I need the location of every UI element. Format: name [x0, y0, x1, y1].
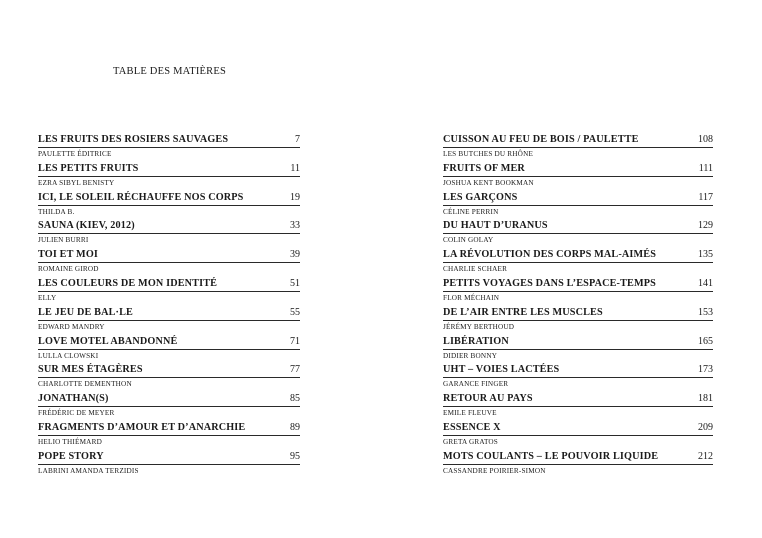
toc-entry[interactable]: [443, 392, 713, 421]
toc-entry-page: 153: [698, 306, 713, 318]
toc-entry-title[interactable]: ICI, LE SOLEIL RÉCHAUFFE NOS CORPS: [38, 191, 244, 203]
toc-entry-page: 51: [290, 277, 300, 289]
toc-entry-author: LULLA CLOWSKI: [38, 351, 99, 360]
toc-entry[interactable]: [443, 219, 713, 248]
toc-entry-page: 129: [698, 220, 713, 232]
toc-entry-title[interactable]: JONATHAN(S): [38, 393, 109, 405]
toc-entry-heading: [443, 133, 713, 148]
toc-entry[interactable]: [38, 248, 300, 277]
toc-entry-heading: [443, 219, 713, 234]
toc-entry-title[interactable]: POPE STORY: [38, 450, 104, 462]
toc-entry-title[interactable]: FRAGMENTS D’AMOUR ET D’ANARCHIE: [38, 421, 246, 433]
toc-entry-heading: [38, 392, 300, 407]
toc-entry-title[interactable]: SUR MES ÉTAGÈRES: [38, 364, 143, 376]
toc-entry-page: 89: [290, 421, 300, 433]
toc-entry[interactable]: [443, 162, 713, 191]
toc-entry-page: 77: [290, 364, 300, 376]
toc-entry[interactable]: [443, 421, 713, 450]
toc-entry-heading: [38, 363, 300, 378]
toc-entry-page: 141: [698, 277, 713, 289]
toc-entry[interactable]: [443, 450, 713, 479]
toc-entry-title[interactable]: RETOUR AU PAYS: [443, 393, 533, 405]
toc-entry-title[interactable]: CUISSON AU FEU DE BOIS / PAULETTE: [443, 134, 639, 145]
page-title: TABLE DES MATIÈRES: [113, 66, 227, 77]
toc-entry-heading: [443, 392, 713, 407]
toc-entry[interactable]: [38, 450, 300, 479]
toc-entry-title[interactable]: PETITS VOYAGES DANS L’ESPACE-TEMPS: [443, 277, 656, 289]
toc-entry-title[interactable]: SAUNA (KIEV, 2012): [38, 220, 135, 232]
toc-entry-title[interactable]: LES PETITS FRUITS: [38, 162, 139, 174]
toc-entry-heading: [38, 306, 300, 321]
toc-entry-author: EMILE FLEUVE: [443, 409, 497, 418]
toc-entry-title[interactable]: FRUITS OF MER: [443, 162, 525, 174]
toc-entry-author: DIDIER BONNY: [443, 351, 498, 360]
toc-entry[interactable]: [443, 363, 713, 392]
toc-entry-heading: [443, 421, 713, 436]
toc-entry-author: EDWARD MANDRY: [38, 322, 105, 331]
toc-entry-heading: [38, 248, 300, 263]
toc-entry-author: THILDA B.: [38, 207, 75, 216]
toc-entry-heading: [443, 277, 713, 292]
toc-entry-page: 95: [290, 450, 300, 462]
toc-entry[interactable]: [443, 133, 713, 162]
toc-entry-title[interactable]: LES FRUITS DES ROSIERS SAUVAGES: [38, 134, 229, 145]
toc-entry-author: JÉRÉMY BERTHOUD: [443, 322, 515, 331]
toc-entry[interactable]: [38, 335, 300, 364]
toc-entry-author: EZRA SIBYL BENISTY: [38, 178, 115, 187]
toc-entry-author: CHARLOTTE DEMENTHON: [38, 380, 132, 389]
toc-entry-heading: [443, 363, 713, 378]
toc-entry-heading: [38, 133, 300, 148]
toc-entry[interactable]: [443, 191, 713, 220]
toc-entry-author: LABRINI AMANDA TERZIDIS: [38, 466, 139, 475]
toc-entry-heading: [38, 162, 300, 177]
toc-entry-heading: [38, 219, 300, 234]
toc-entry[interactable]: [38, 277, 300, 306]
toc-entry-author: GARANCE FINGER: [443, 380, 509, 389]
toc-entry-page: 111: [698, 162, 713, 174]
toc-entry[interactable]: [443, 306, 713, 335]
toc-entry-author: HELIO THIÉMARD: [38, 437, 102, 446]
toc-entry-page: 39: [290, 249, 300, 261]
toc-entry-title[interactable]: LOVE MOTEL ABANDONNÉ: [38, 335, 178, 347]
toc-entry-page: 117: [698, 191, 713, 203]
toc-entry-title[interactable]: TOI ET MOI: [38, 249, 99, 261]
toc-entry-page: 108: [698, 134, 713, 145]
toc-right-column: [443, 133, 713, 479]
toc-entry[interactable]: [38, 363, 300, 392]
toc-entry-heading: [443, 450, 713, 465]
toc-entry-heading: [38, 191, 300, 206]
toc-entry-title[interactable]: ESSENCE X: [443, 421, 501, 433]
toc-entry-title[interactable]: DU HAUT D’URANUS: [443, 220, 548, 232]
toc-entry[interactable]: [38, 191, 300, 220]
toc-entry-author: ROMAINE GIROD: [38, 265, 99, 274]
toc-entry-author: JOSHUA KENT BOOKMAN: [443, 178, 534, 187]
toc-entry-page: 165: [698, 335, 713, 347]
toc-entry[interactable]: [443, 277, 713, 306]
toc-entry-page: 181: [698, 393, 713, 405]
toc-entry-page: 209: [698, 421, 713, 433]
toc-entry-heading: [38, 277, 300, 292]
toc-entry[interactable]: [38, 219, 300, 248]
toc-entry-page: 173: [698, 364, 713, 376]
toc-entry-heading: [38, 450, 300, 465]
toc-entry-title[interactable]: LES COULEURS DE MON IDENTITÉ: [38, 277, 218, 289]
toc-entry-title[interactable]: LE JEU DE BAL·LE: [38, 306, 133, 318]
toc-entry-author: JULIEN BURRI: [38, 236, 89, 245]
toc-entry-page: 85: [290, 393, 300, 405]
toc-entry[interactable]: [38, 162, 300, 191]
toc-entry-page: 135: [698, 249, 713, 261]
toc-entry-heading: [38, 421, 300, 436]
toc-entry-heading: [443, 191, 713, 206]
toc-entry[interactable]: [443, 248, 713, 277]
toc-entry-author: ELLY: [38, 293, 57, 302]
toc-entry-title[interactable]: LA RÉVOLUTION DES CORPS MAL-AIMÉS: [443, 249, 657, 261]
toc-entry-author: COLIN GOLAY: [443, 236, 494, 245]
toc-entry-page: 33: [290, 220, 300, 232]
toc-entry[interactable]: [38, 392, 300, 421]
toc-entry-author: LES BUTCHES DU RHÔNE: [443, 150, 534, 158]
toc-entry-author: GRETA GRATOS: [443, 437, 499, 446]
toc-entry-page: 19: [290, 191, 300, 203]
toc-entry-author: FRÉDÉRIC DE MEYER: [38, 409, 115, 418]
toc-entry-author: CÉLINE PERRIN: [443, 207, 499, 216]
toc-entry-title[interactable]: DE L’AIR ENTRE LES MUSCLES: [443, 306, 603, 318]
toc-entry[interactable]: [38, 306, 300, 335]
toc-entry-heading: [443, 306, 713, 321]
toc-entry-author: PAULETTE ÉDITRICE: [38, 150, 112, 158]
toc-entry-heading: [443, 162, 713, 177]
toc-entry-heading: [38, 335, 300, 350]
toc-left-column: [38, 133, 300, 479]
toc-entry-page: 11: [290, 162, 300, 174]
toc-entry-title[interactable]: MOTS COULANTS – LE POUVOIR LIQUIDE: [443, 450, 659, 462]
toc-entry-title[interactable]: LIBÉRATION: [443, 335, 509, 347]
toc-entry-page: 7: [295, 134, 300, 145]
toc-entry-title[interactable]: LES GARÇONS: [443, 191, 518, 203]
toc-entry-author: CASSANDRE POIRIER-SIMON: [443, 466, 546, 475]
toc-entry-heading: [443, 248, 713, 263]
toc-entry-title[interactable]: UHT – VOIES LACTÉES: [443, 364, 560, 376]
toc-entry-heading: [443, 335, 713, 350]
toc-entry-page: 55: [290, 306, 300, 318]
toc-entry-page: 212: [698, 450, 713, 462]
toc-entry-page: 71: [290, 335, 300, 347]
toc-entry-author: FLOR MÉCHAIN: [443, 293, 500, 302]
toc-entry-author: CHARLIE SCHAER: [443, 265, 508, 274]
toc-entry[interactable]: [38, 421, 300, 450]
toc-entry[interactable]: [443, 335, 713, 364]
toc-entry[interactable]: [38, 133, 300, 162]
